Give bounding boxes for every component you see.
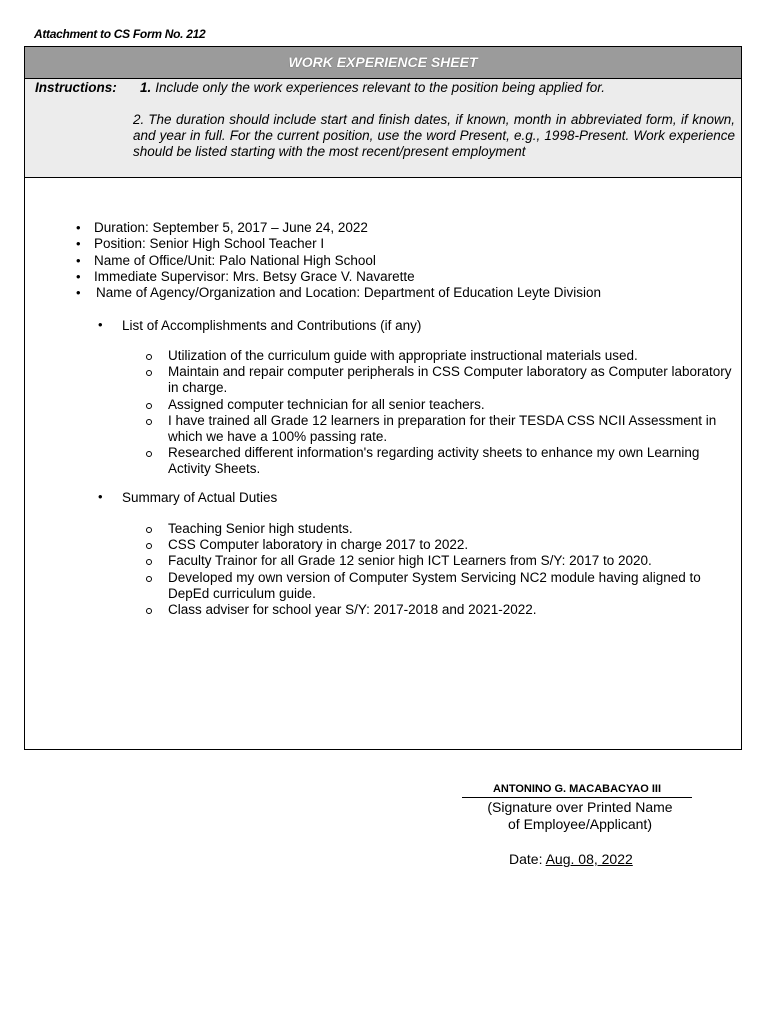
detail-office: • Name of Office/Unit: Palo National High School xyxy=(76,253,601,269)
instruction-2-number: 2. xyxy=(133,112,145,127)
duties-list xyxy=(143,521,743,618)
detail-duration: • Duration: September 5, 2017 – June 24, 2022 xyxy=(76,220,601,236)
list-item: Assigned computer technician for all senior teachers. xyxy=(143,397,743,413)
form-attachment-label: Attachment to CS Form No. 212 xyxy=(34,27,206,41)
instruction-1-number: 1. xyxy=(140,80,152,95)
list-item: Class adviser for school year S/Y: 2017-2018 and 2021-2022. xyxy=(143,602,743,618)
signature-name: ANTONINO G. MACABACYAO III xyxy=(462,783,692,798)
detail-supervisor: • Immediate Supervisor: Mrs. Betsy Grace V. Navarette xyxy=(76,269,601,285)
list-item: Developed my own version of Computer System Servicing NC2 module having aligned to DepEd curriculum guide. xyxy=(143,570,743,602)
instruction-2-text: The duration should include start and finish dates, if known, month in abbreviated form, if known, and year in full. For the current position, use the word Present, e.g., 1998-Present. Work experience should be listed starting with the most recent/present employment xyxy=(133,112,735,159)
instruction-1-text: Include only the work experiences relevant to the position being applied for. xyxy=(155,80,606,95)
list-item: Maintain and repair computer peripherals in CSS Computer laboratory as Computer laboratory in charge. xyxy=(143,364,743,396)
sheet-title: WORK EXPERIENCE SHEET xyxy=(25,47,741,79)
list-item: CSS Computer laboratory in charge 2017 to 2022. xyxy=(143,537,743,553)
signature-caption-line-2: of Employee/Applicant) xyxy=(508,816,652,832)
signature-date xyxy=(509,851,633,867)
list-item: Teaching Senior high students. xyxy=(143,521,743,537)
work-experience-sheet: WORK EXPERIENCE SHEET Instructions: 1. Include only the work experiences relevant to the position being applied for. 2. The duration should include start and finish dates, if known, month in abbreviated form, if known, and year in full. For the current position, use the word Present, e.g., 1998-Present. Work experience should be listed starting with the most recent/present employment • Duration: September 5, 2017 – June 24, 2022 • Position: Senior High School Teacher I • Name of Office/Unit: Palo National High School • Immediate Supervisor: Mrs. Betsy Grace V. Navarette • Name of Agency/Organization and Location: Department of Education Leyte Division • List of Accomplishments and Contributions (if any) Utilization of the curriculum guide with appropriate instructional materials used. Maintain and repair computer peripherals in CSS Computer laboratory as Computer laboratory in charge. Assigned computer technician for all senior teachers. I have trained all Grade 12 learners in preparation for their TESDA CSS NCII Assessment in which we have a 100% passing rate. Researched different information's regarding activity sheets to enhance my own Learning Activity Sheets. • Summary of Actual Duties Teaching Senior high students. CSS Computer laboratory in charge 2017 to 2022. Faculty Trainor for all Grade 12 senior high ICT Learners from S/Y: 2017 to 2020. Developed my own version of Computer System Servicing NC2 module having aligned to DepEd curriculum guide. Class adviser for school year S/Y: 2017-2018 and 2021-2022. xyxy=(24,46,742,750)
bullet-icon: • xyxy=(98,489,103,504)
instruction-2 xyxy=(133,112,735,160)
list-item: Researched different information's regarding activity sheets to enhance my own Learning Activity Sheets. xyxy=(143,445,743,477)
date-label: Date: xyxy=(509,851,546,867)
instructions-label: Instructions: xyxy=(35,80,117,95)
detail-agency: • Name of Agency/Organization and Location: Department of Education Leyte Division xyxy=(76,285,601,301)
bullet-icon: • xyxy=(98,317,103,332)
employment-details-list xyxy=(76,220,601,301)
signature-caption-line-1: (Signature over Printed Name xyxy=(487,799,673,815)
detail-position: • Position: Senior High School Teacher I xyxy=(76,236,601,252)
date-value: Aug. 08, 2022 xyxy=(545,851,633,867)
instruction-1 xyxy=(140,80,605,95)
instructions-panel xyxy=(25,79,741,178)
list-item: Utilization of the curriculum guide with appropriate instructional materials used. xyxy=(143,348,743,364)
accomplishments-list xyxy=(143,348,743,478)
list-item: I have trained all Grade 12 learners in preparation for their TESDA CSS NCII Assessment in which we have a 100% passing rate. xyxy=(143,413,743,445)
list-item: Faculty Trainor for all Grade 12 senior high ICT Learners from S/Y: 2017 to 2020. xyxy=(143,553,743,569)
signature-caption xyxy=(470,799,690,833)
